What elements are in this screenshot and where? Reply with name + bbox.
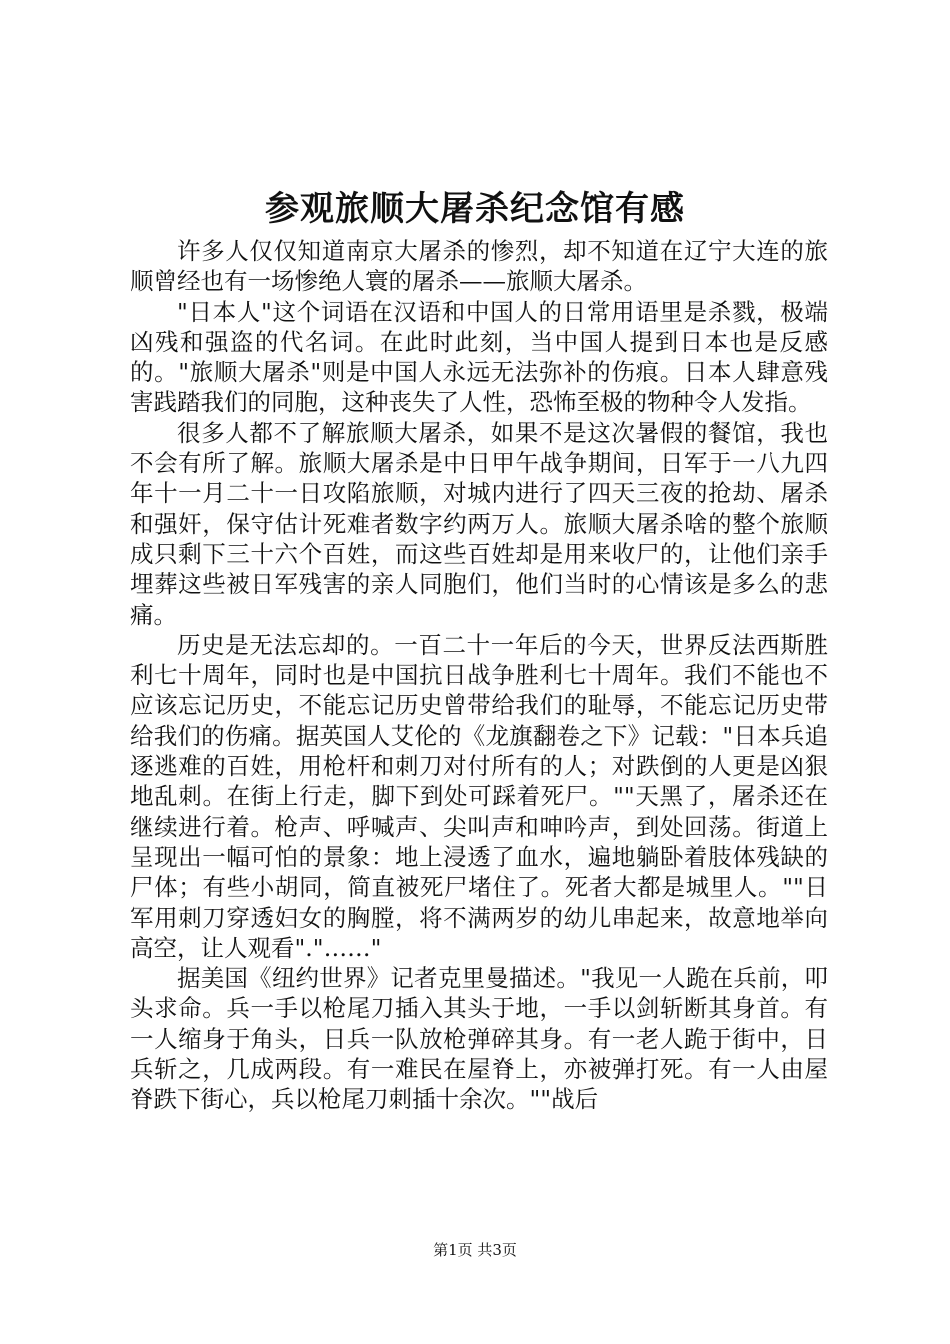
paragraph-2: "日本人"这个词语在汉语和中国人的日常用语里是杀戮，极端凶残和强盗的代名词。在此时此刻，当中国人提到日本也是反感的。"旅顺大屠杀"则是中国人永远无法弥补的伤痕。日本人肆意残害践踏我们的同胞，这种丧失了人性，恐怖至极的物种令人发指。: [130, 297, 828, 417]
paragraph-1: 许多人仅仅知道南京大屠杀的惨烈，却不知道在辽宁大连的旅顺曾经也有一场惨绝人寰的屠杀——旅顺大屠杀。: [130, 237, 828, 296]
page-footer: 第1页 共3页: [433, 1241, 517, 1259]
paragraph-3: 很多人都不了解旅顺大屠杀，如果不是这次暑假的餐馆，我也不会有所了解。旅顺大屠杀是中日甲午战争期间，日军于一八九四年十一月二十一日攻陷旅顺，对城内进行了四天三夜的抢劫、屠杀和强奸，保守估计死难者数字约两万人。旅顺大屠杀啥的整个旅顺成只剩下三十六个百姓，而这些百姓却是用来收尸的，让他们亲手埋葬这些被日军残害的亲人同胞们，他们当时的心情该是多么的悲痛。: [130, 418, 828, 629]
paragraph-4: 历史是无法忘却的。一百二十一年后的今天，世界反法西斯胜利七十周年，同时也是中国抗日战争胜利七十周年。我们不能也不应该忘记历史，不能忘记历史曾带给我们的耻辱，不能忘记历史带给我们的伤痛。据英国人艾伦的《龙旗翻卷之下》记载："日本兵追逐逃难的百姓，用枪杆和刺刀对付所有的人；对跌倒的人更是凶狠地乱刺。在街上行走，脚下到处可踩着死尸。""天黑了，屠杀还在继续进行着。枪声、呼喊声、尖叫声和呻吟声，到处回荡。街道上呈现出一幅可怕的景象：地上浸透了血水，遍地躺卧着肢体残缺的尸体；有些小胡同，简直被死尸堵住了。死者大都是城里人。""日军用刺刀穿透妇女的胸膛，将不满两岁的幼儿串起来，故意地举向高空，让人观看"."……": [130, 630, 828, 962]
paragraph-5: 据美国《纽约世界》记者克里曼描述。"我见一人跪在兵前，叩头求命。兵一手以枪尾刀插入其头于地，一手以剑斩断其身首。有一人缩身于角头，日兵一队放枪弹碎其身。有一老人跪于街中，日兵斩之，几成两段。有一难民在屋脊上，亦被弹打死。有一人由屋脊跌下街心，兵以枪尾刀刺插十余次。""战后: [130, 964, 828, 1114]
document-body: [130, 236, 828, 1115]
document-title: 参观旅顺大屠杀纪念馆有感: [265, 189, 685, 229]
